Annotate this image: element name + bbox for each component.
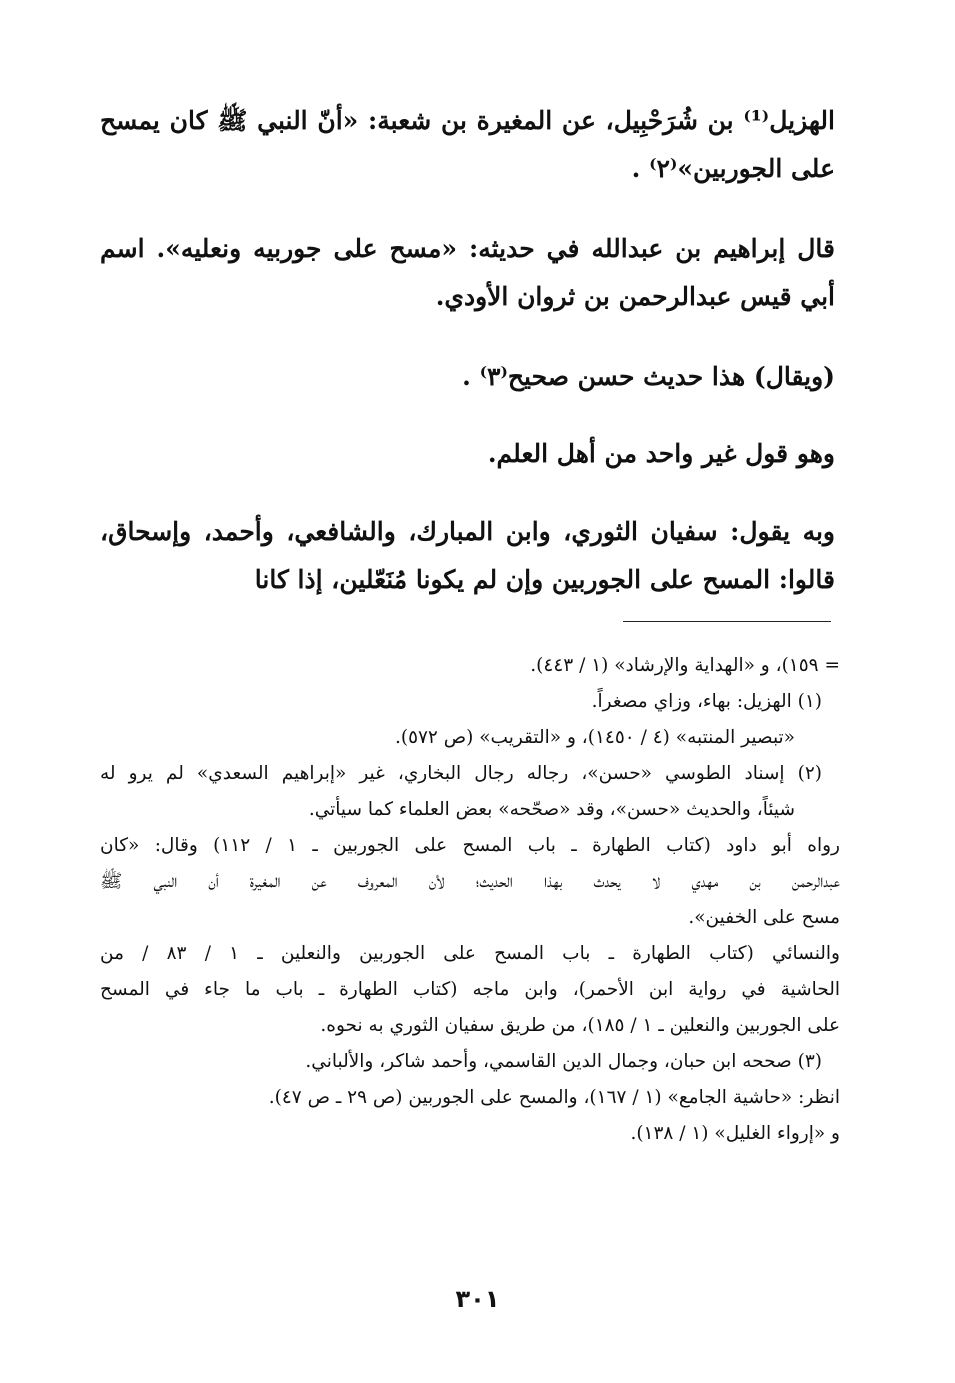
footnote-line: (١) الهزيل: بهاء، وزاي مصغراً. xyxy=(591,691,822,712)
footnote-line: انظر: «حاشية الجامع» (١ / ١٦٧)، والمسح على الجوربين (ص ٢٩ ـ ص ٤٧). xyxy=(268,1087,840,1108)
paragraph-hadith-chain: الهزيل⁽¹⁾ بن شُرَحْبِيل، عن المغيرة بن شعبة: «أنّ النبي ﷺ كان يمسح على الجوربين»⁽٢⁾ . xyxy=(100,106,835,183)
footnote-line: (٣) صححه ابن حبان، وجمال الدين القاسمي، وأحمد شاكر، والألباني. xyxy=(305,1051,822,1072)
footnote-line: (٢) إسناد الطوسي «حسن»، رجاله رجال البخاري، غير «إبراهيم السعدي» لم يرو له xyxy=(100,763,822,784)
footnote-line: والنسائي (كتاب الطهارة ـ باب المسح على الجوربين والنعلين ـ ١ / ٨٣ / من xyxy=(100,943,840,964)
footnote-line: عبدالرحمن بن مهدي لا يحدث بهذا الحديث؛ لأن المعروف عن المغيرة أن النبي ﷺ xyxy=(100,871,840,892)
page-number: ٣٠١ xyxy=(455,1285,500,1313)
footnote-line: = ١٥٩)، و «الهداية والإرشاد» (١ / ٤٤٣). xyxy=(530,655,840,676)
paragraph-ibrahim-narration: قال إبراهيم بن عبدالله في حديثه: «مسح على جوربيه ونعليه». اسم أبي قيس عبدالرحمن بن ثروان الأودي. xyxy=(100,234,835,311)
footnote-line: مسح على الخفين». xyxy=(688,907,840,928)
paragraph-grading: (ويقال) هذا حديث حسن صحيح⁽٣⁾ . xyxy=(462,362,835,391)
footnote-line: و «إرواء الغليل» (١ / ١٣٨). xyxy=(630,1123,840,1144)
footnote-line: شيئاً، والحديث «حسن»، وقد «صحّحه» بعض العلماء كما سيأتي. xyxy=(308,799,795,820)
footnotes xyxy=(100,648,840,1152)
footnote-line: رواه أبو داود (كتاب الطهارة ـ باب المسح على الجوربين ـ ١ / ١١٢) وقال: «كان xyxy=(100,835,840,856)
paragraph-scholars-view: وهو قول غير واحد من أهل العلم. xyxy=(487,439,835,468)
paragraph-scholars-list: وبه يقول: سفيان الثوري، وابن المبارك، والشافعي، وأحمد، وإسحاق، قالوا: المسح على الجوربين وإن لم يكونا مُنَعّلين، إذا كانا xyxy=(100,517,835,594)
footnote-separator xyxy=(623,621,831,622)
footnote-line: على الجوربين والنعلين ـ ١ / ١٨٥)، من طريق سفيان الثوري به نحوه. xyxy=(320,1015,840,1036)
footnote-line: الحاشية في رواية ابن الأحمر)، وابن ماجه (كتاب الطهارة ـ باب ما جاء في المسح xyxy=(100,979,840,1000)
footnote-line: «تبصير المنتبه» (٤ / ١٤٥٠)، و «التقريب» (ص ٥٧٢). xyxy=(394,727,795,748)
